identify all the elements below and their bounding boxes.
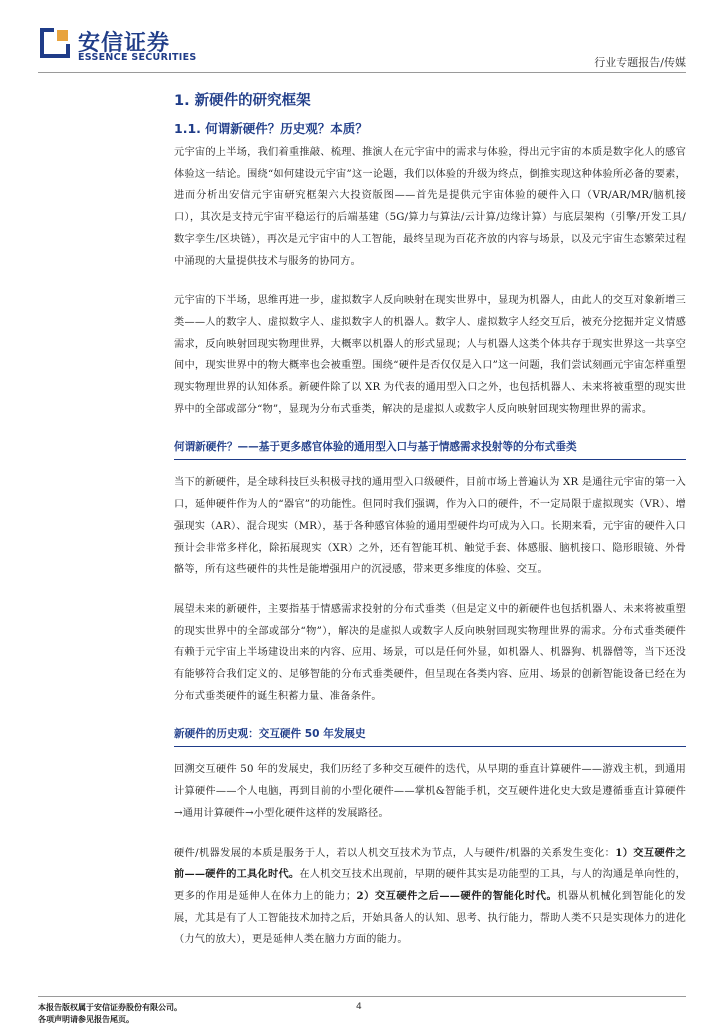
paragraph-6-intro: 硬件/机器发展的本质是服务于人，若以人机交互技术为节点，人与硬件/机器的关系发生变化：	[174, 847, 616, 859]
paragraph-6-point-2: 2）交互硬件之后——硬件的智能化时代。	[356, 889, 558, 902]
logo-text-cn: 安信证券	[78, 31, 171, 56]
copyright-note: 本报告版权属于安信证券股份有限公司。	[38, 1003, 182, 1012]
footer-divider	[38, 996, 686, 997]
disclaimer-note: 各项声明请参见报告尾页。	[38, 1015, 134, 1024]
paragraph-5: 回溯交互硬件 50 年的发展史，我们历经了多种交互硬件的迭代，从早期的垂直计算硬件——游戏主机，到通用计算硬件——个人电脑，再到目前的小型化硬件——掌机&智能手机，交互硬件进化史大致是遵循垂直计算硬件→通用计算硬件→小型化硬件这样的发展路径。	[174, 764, 686, 819]
paragraph-2: 元宇宙的下半场，思维再进一步，虚拟数字人反向映射在现实世界中，显现为机器人，由此人的交互对象新增三类——人的数字人、虚拟数字人、虚拟数字人的机器人。数字人、虚拟数字人经交互后，被充分挖掘并定义情感需求，反向映射回现实物理世界，大概率以机器人的形式显现；人与机器人这类个体共存于现实世界这一共享空间中，现实世界中的物大概率也会被重塑。围绕“硬件是否仅仅是入口”这一问题，我们尝试刻画元宇宙怎样重塑现实物理世界的认知体系。新硬件除了以 XR 为代表的通用型入口之外，也包括机器人、未来将被重塑的现实世界中的全部或部分“物”，显现为分布式垂类，解决的是虚拟人或数字人反向映射回现实物理世界的需求。	[174, 295, 686, 415]
report-type-label: 行业专题报告/传媒	[594, 56, 686, 69]
section-subtitle: 1.1. 何谓新硬件？历史观？本质？	[174, 121, 368, 136]
page-header	[0, 0, 724, 82]
page-number: 4	[356, 1002, 362, 1012]
subheading-history: 新硬件的历史观：交互硬件 50 年发展史	[174, 725, 686, 747]
paragraph-1: 元宇宙的上半场，我们着重推敲、梳理、推演人在元宇宙中的需求与体验，得出元宇宙的本质是数字化人的感官体验这一结论。围绕“如何建设元宇宙”这一论题，我们以体验的升级为终点，倒推实现这种体验所必备的要素，进而分析出安信元宇宙研究框架六大投资版图——首先是提供元宇宙体验的硬件入口（VR/AR/MR/脑机接口），其次是支持元宇宙平稳运行的后端基建（5G/算力与算法/云计算/边缘计算）与底层架构（引擎/开发工具/数字孪生/区块链），再次是元宇宙中的人工智能，最终呈现为百花齐放的内容与场景，以及元宇宙生态繁荣过程中涌现的大量提供技术与服务的协同方。	[174, 147, 686, 267]
main-content	[174, 92, 686, 951]
paragraph-6-point-2-text: 机器从机械化到智能化的发展，尤其是有了人工智能技术加持之后，开始具备人的认知、思考、执行能力，帮助人类不只是实现体力的进化（力气的放大），更是延伸人类在脑力方面的能力。	[174, 890, 686, 946]
paragraph-6-point-1: 1）交互硬件之前——硬件的工具化时代。	[174, 846, 686, 881]
subheading-what-is-new-hardware: 何谓新硬件？——基于更多感官体验的通用型入口与基于情感需求投射等的分布式垂类	[174, 438, 686, 460]
essence-logo-icon	[40, 28, 70, 58]
paragraph-3: 当下的新硬件，是全球科技巨头积极寻找的通用型入口级硬件，目前市场上普遍认为 XR 是通往元宇宙的第一入口，延伸硬件作为人的“器官”的功能性。但同时我们强调，作为入口的硬件，不一定局限于虚拟现实（VR）、增强现实（AR）、混合现实（MR），基于各种感官体验的通用型硬件均可成为入口。长期来看，元宇宙的硬件入口预计会非常多样化，除拓展现实（XR）之外，还有智能耳机、触觉手套、体感服、脑机接口、隐形眼镜、外骨骼等，所有这些硬件的共性是能增强用户的沉浸感，带来更多维度的体验、交互。	[174, 477, 686, 576]
header-divider	[38, 72, 686, 73]
paragraph-4: 展望未来的新硬件，主要指基于情感需求投射的分布式垂类（但是定义中的新硬件也包括机器人、未来将被重塑的现实世界中的全部或部分“物”），解决的是虚拟人或数字人反向映射回现实物理世界的需求。分布式垂类硬件有赖于元宇宙上半场建设出来的内容、应用、场景，可以是任何外显，如机器人、机器狗、机器僧等，当下还没有能够符合我们定义的、足够智能的分布式垂类硬件，但呈现在各类内容、应用、场景的创新智能设备已经在为分布式垂类硬件的诞生积蓄力量、准备条件。	[174, 603, 686, 702]
paragraph-6	[174, 843, 686, 952]
section-title: 1. 新硬件的研究框架	[174, 93, 311, 109]
paragraph-6-point-1-text: 在人机交互技术出现前，早期的硬件其实是功能型的工具，与人的沟通是单向性的，更多的作用是延伸人在体力上的能力；	[174, 869, 686, 902]
logo-text-en: ESSENCE SECURITIES	[78, 52, 197, 63]
